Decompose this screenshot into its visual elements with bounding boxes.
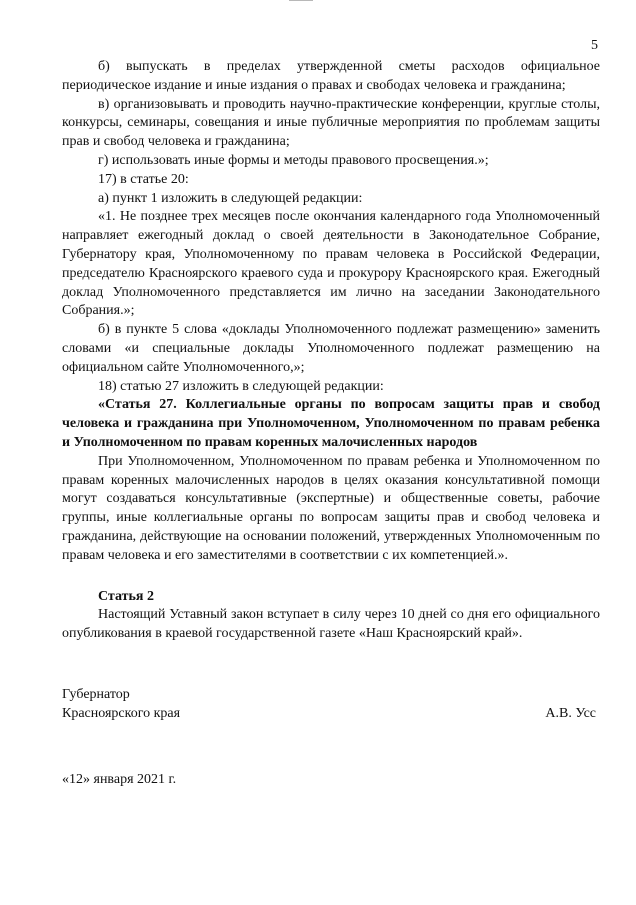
paragraph-annual-report: «1. Не позднее трех месяцев после окончания календарного года Уполномоченный направляет ежегодный доклад о своей деятельности в Законодательное Собрание, Губернатору края, Уполномоченному по правам человека в Российской Федерации, председателю Красноярского краевого суда и прокурору Красноярского края. Ежегодный доклад Уполномоченного представляется им лично на заседании Законодательного Собрания.»; <box>62 209 600 319</box>
paragraph-17: 17) в статье 20: <box>98 171 189 187</box>
document-date: «12» января 2021 г. <box>62 772 177 787</box>
paragraph-17b: б) в пункте 5 слова «доклады Уполномоченного подлежат размещению» заменить словами «и специальные доклады Уполномоченного подлежат размещению на официальном сайте Уполномоченного,»; <box>62 322 600 375</box>
document-body <box>62 58 600 644</box>
paragraph-17a: а) пункт 1 изложить в следующей редакции: <box>98 190 363 206</box>
paragraph-g-methods: г) использовать иные формы и методы правового просвещения.»; <box>98 152 489 168</box>
signatory-name: А.В. Усс <box>545 705 596 721</box>
page-number: 5 <box>591 38 598 53</box>
paragraph-councils: При Уполномоченном, Уполномоченном по правам ребенка и Уполномоченном по правам коренных малочисленных народов в целях оказания консультативной помощи могут создаваться консультативные (экспертные) и общественные советы, рабочие группы, иные коллегиальные органы по вопросам защиты прав и свобод человека и гражданина, действующие на основании положений, утвержденных Уполномоченным по правам человека и его заместителями в соответствии с их компетенцией.». <box>62 453 600 563</box>
signatory-position-line2: Красноярского края <box>62 705 181 721</box>
top-edge-mark <box>289 0 313 1</box>
article-27-heading: «Статья 27. Коллегиальные органы по вопросам защиты прав и свобод человека и гражданина при Уполномоченном, Уполномоченном по правам ребенка и Уполномоченном по правам коренных малочисленных народов <box>62 397 600 450</box>
paragraph-effective-date: Настоящий Уставный закон вступает в силу через 10 дней со дня его официального опубликования в краевой государственной газете «Наш Красноярский край». <box>62 607 600 642</box>
signatory-position-line1: Губернатор <box>62 687 130 702</box>
paragraph-v-conferences: в) организовывать и проводить научно-практические конференции, круглые столы, конкурсы, семинары, совещания и иные публичные мероприятия по проблемам защиты прав и свобод человека и гражданина; <box>62 96 600 150</box>
paragraph-b-publish: б) выпускать в пределах утвержденной сметы расходов официальное периодическое издание и иные издания о правах и свободах человека и гражданина; <box>62 59 600 93</box>
signature-block <box>62 686 600 724</box>
paragraph-18: 18) статью 27 изложить в следующей редакции: <box>98 378 384 394</box>
article-2-title: Статья 2 <box>98 588 154 604</box>
